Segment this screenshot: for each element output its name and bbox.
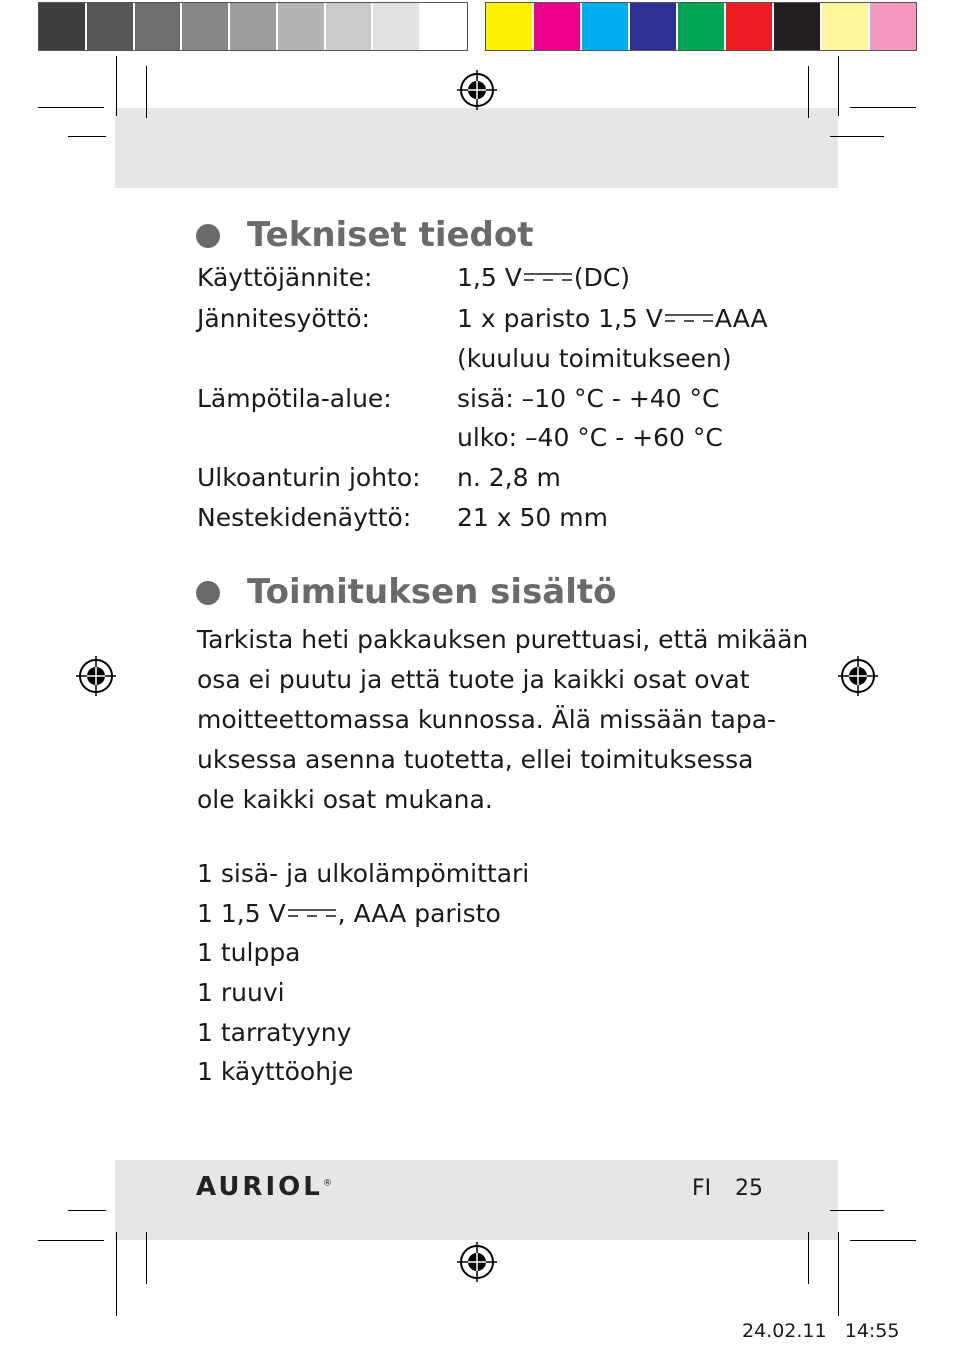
color-bar <box>485 2 917 51</box>
registration-mark-icon <box>836 654 880 698</box>
page-number: 25 <box>735 1176 763 1201</box>
spec-label: Lämpötila-alue: <box>197 384 392 413</box>
spec-value: (kuuluu toimitukseen) <box>457 344 732 373</box>
grey-swatch <box>39 3 87 50</box>
paragraph <box>197 620 809 820</box>
paragraph-line: Tarkista heti pakkauksen purettuasi, että mikään <box>197 625 809 654</box>
auriol-logo: AURIOL® <box>196 1172 332 1202</box>
paragraph-line: osa ei puutu ja että tuote ja kaikki osat ovat <box>197 665 750 694</box>
list-item: 1 käyttöohje <box>197 1057 354 1086</box>
registration-mark-icon <box>74 654 118 698</box>
color-swatch <box>774 3 822 50</box>
section-heading: Tekniset tiedot <box>247 215 534 255</box>
spec-value: sisä: –10 °C - +40 °C <box>457 384 720 413</box>
grey-swatch <box>421 3 467 50</box>
color-swatch <box>582 3 630 50</box>
section-heading: Toimituksen sisältö <box>247 572 617 612</box>
registration-mark-icon <box>455 68 499 112</box>
color-swatch <box>870 3 916 50</box>
list-item: 1 1,5 V , AAA paristo <box>197 899 501 928</box>
color-swatch <box>630 3 678 50</box>
grey-swatch <box>278 3 326 50</box>
spec-label: Ulkoanturin johto: <box>197 463 421 492</box>
dc-symbol-icon <box>665 313 713 323</box>
list-item: 1 ruuvi <box>197 978 285 1007</box>
list-item: 1 tulppa <box>197 938 301 967</box>
color-swatch <box>822 3 870 50</box>
grey-swatch <box>87 3 135 50</box>
grey-swatch <box>135 3 183 50</box>
bullet-icon <box>196 224 220 248</box>
list-item: 1 tarratyyny <box>197 1018 352 1047</box>
spec-value: n. 2,8 m <box>457 463 561 492</box>
spec-label: Käyttöjännite: <box>197 263 373 292</box>
color-swatch <box>726 3 774 50</box>
color-swatch <box>486 3 534 50</box>
bullet-icon <box>196 581 220 605</box>
top-band <box>115 108 838 188</box>
grey-color-bar <box>38 2 468 51</box>
paragraph-line: uksessa asenna tuotetta, ellei toimituksessa <box>197 745 754 774</box>
spec-value: 1 x paristo 1,5 V AAA <box>457 304 768 333</box>
grey-swatch <box>182 3 230 50</box>
paragraph-line: ole kaikki osat mukana. <box>197 785 493 814</box>
spec-value: 21 x 50 mm <box>457 503 608 532</box>
color-swatch <box>534 3 582 50</box>
spec-label: Jännitesyöttö: <box>197 304 370 333</box>
grey-swatch <box>373 3 421 50</box>
spec-value: 1,5 V (DC) <box>457 263 631 292</box>
list-item: 1 sisä- ja ulkolämpömittari <box>197 859 530 888</box>
spec-value: ulko: –40 °C - +60 °C <box>457 423 723 452</box>
dc-symbol-icon <box>288 908 336 918</box>
grey-swatch <box>326 3 374 50</box>
grey-swatch <box>230 3 278 50</box>
language-code: FI <box>692 1176 712 1201</box>
print-timestamp: 24.02.11 14:55 <box>742 1320 900 1342</box>
spec-label: Nestekidenäyttö: <box>197 503 412 532</box>
color-swatch <box>678 3 726 50</box>
registration-mark-icon <box>455 1240 499 1284</box>
paragraph-line: moitteettomassa kunnossa. Älä missään tapa- <box>197 705 777 734</box>
dc-symbol-icon <box>524 272 572 282</box>
